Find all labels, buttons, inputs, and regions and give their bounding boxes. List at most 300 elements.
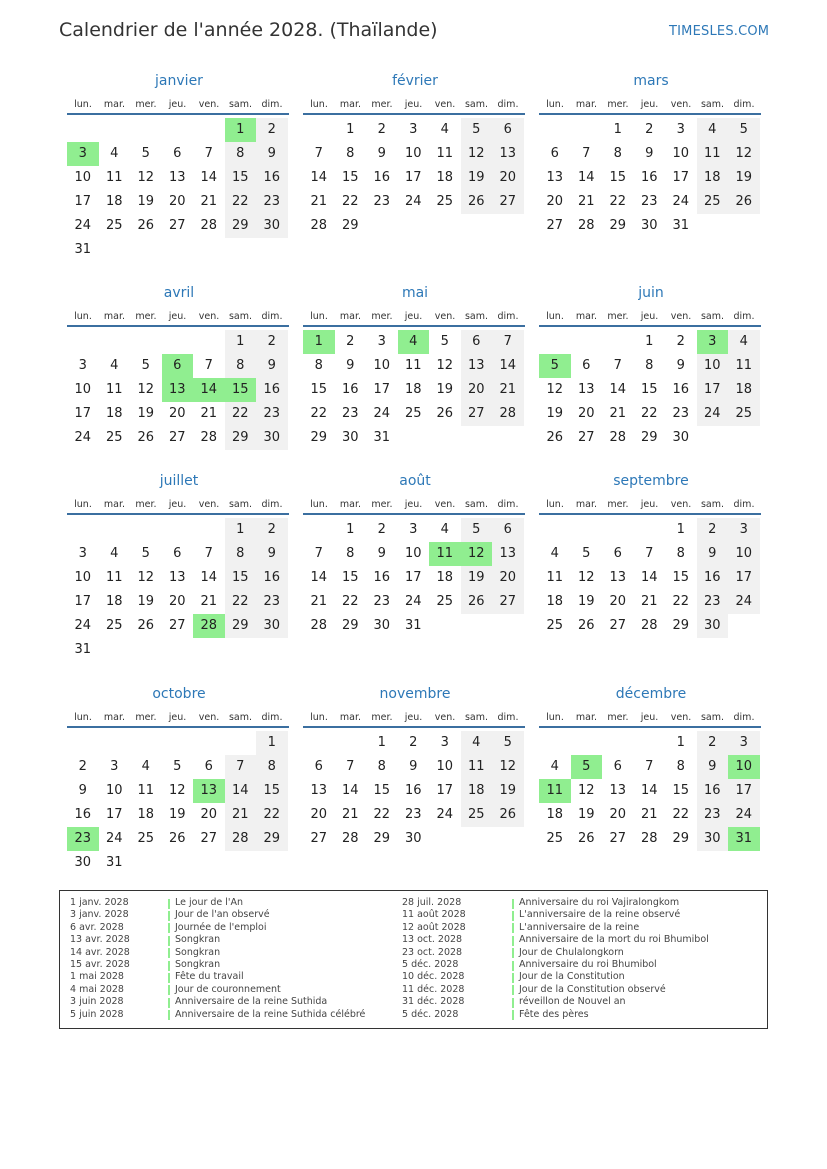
holiday-marker bbox=[512, 973, 514, 983]
holiday-date: 5 juin 2028 bbox=[70, 1008, 124, 1020]
day-cell: 29 bbox=[310, 430, 328, 445]
day-cell: 28 bbox=[341, 831, 359, 846]
day-cell: 9 bbox=[377, 546, 386, 561]
day-cell: 15 bbox=[609, 170, 627, 185]
day-cell: 25 bbox=[137, 831, 155, 846]
day-cell: 10 bbox=[728, 542, 760, 566]
day-cell: 25 bbox=[105, 430, 123, 445]
day-cell: 24 bbox=[74, 430, 92, 445]
day-cell: 16 bbox=[697, 779, 729, 803]
day-cell: 19 bbox=[436, 382, 454, 397]
day-cell: 25 bbox=[436, 594, 454, 609]
weekday-label: sam. bbox=[700, 311, 725, 322]
day-cell: 18 bbox=[546, 594, 564, 609]
day-cell: 8 bbox=[676, 546, 685, 561]
day-cell: 26 bbox=[168, 831, 186, 846]
day-cell: 3 bbox=[728, 731, 760, 755]
site-link[interactable]: TIMESLES.COM bbox=[669, 24, 770, 39]
day-cell: 24 bbox=[404, 194, 422, 209]
day-cell: 18 bbox=[105, 194, 123, 209]
day-cell: 3 bbox=[440, 735, 449, 750]
day-cell: 21 bbox=[492, 378, 524, 402]
day-cell: 30 bbox=[373, 618, 391, 633]
day-cell: 8 bbox=[377, 759, 386, 774]
day-cell: 24 bbox=[105, 831, 123, 846]
holiday-date: 28 juil. 2028 bbox=[402, 897, 462, 908]
month-divider bbox=[67, 325, 289, 327]
day-cell: 22 bbox=[672, 807, 690, 822]
weekday-label: mar. bbox=[575, 712, 598, 723]
weekday-label: mar. bbox=[103, 499, 126, 510]
month-name: juillet bbox=[159, 473, 199, 489]
day-cell: 17 bbox=[672, 170, 690, 185]
day-cell: 11 bbox=[697, 142, 729, 166]
day-cell: 3 bbox=[728, 518, 760, 542]
holiday-marker bbox=[512, 1010, 514, 1020]
day-cell: 10 bbox=[672, 146, 690, 161]
day-cell: 26 bbox=[436, 406, 454, 421]
day-cell: 4 bbox=[110, 358, 119, 373]
holiday-day: 6 bbox=[162, 354, 194, 378]
day-cell: 5 bbox=[461, 518, 493, 542]
day-cell: 20 bbox=[492, 566, 524, 590]
day-cell: 5 bbox=[440, 334, 449, 349]
day-cell: 27 bbox=[609, 831, 627, 846]
day-cell: 13 bbox=[492, 542, 524, 566]
day-cell: 5 bbox=[141, 358, 150, 373]
day-cell: 30 bbox=[404, 831, 422, 846]
day-cell: 18 bbox=[436, 170, 454, 185]
holiday-name: Songkran bbox=[175, 934, 221, 946]
day-cell: 16 bbox=[256, 566, 288, 590]
day-cell: 1 bbox=[676, 735, 685, 750]
day-cell: 12 bbox=[577, 783, 595, 798]
day-cell: 22 bbox=[341, 594, 359, 609]
day-cell: 18 bbox=[728, 378, 760, 402]
weekday-label: lun. bbox=[74, 99, 92, 110]
day-cell: 21 bbox=[640, 807, 658, 822]
day-cell: 9 bbox=[346, 358, 355, 373]
weekday-label: lun. bbox=[310, 311, 328, 322]
day-cell: 23 bbox=[697, 803, 729, 827]
month-divider bbox=[539, 325, 761, 327]
day-cell: 17 bbox=[74, 406, 92, 421]
day-cell: 15 bbox=[225, 166, 257, 190]
day-cell: 7 bbox=[225, 755, 257, 779]
holiday-name: Anniversaire du roi Vajiralongkom bbox=[519, 897, 680, 908]
day-cell: 12 bbox=[577, 570, 595, 585]
day-cell: 21 bbox=[609, 406, 627, 421]
day-cell: 9 bbox=[409, 759, 418, 774]
day-cell: 10 bbox=[74, 170, 92, 185]
day-cell: 26 bbox=[137, 618, 155, 633]
day-cell: 23 bbox=[373, 594, 391, 609]
day-cell: 1 bbox=[613, 122, 622, 137]
day-cell: 20 bbox=[310, 807, 328, 822]
day-cell: 5 bbox=[173, 759, 182, 774]
day-cell: 17 bbox=[697, 378, 729, 402]
day-cell: 6 bbox=[492, 518, 524, 542]
day-cell: 19 bbox=[461, 566, 493, 590]
day-cell: 17 bbox=[728, 566, 760, 590]
day-cell: 30 bbox=[74, 855, 92, 870]
day-cell: 28 bbox=[492, 402, 524, 426]
weekday-label: mar. bbox=[575, 311, 598, 322]
day-cell: 8 bbox=[225, 142, 257, 166]
day-cell: 11 bbox=[461, 755, 493, 779]
day-cell: 14 bbox=[341, 783, 359, 798]
day-cell: 23 bbox=[672, 406, 690, 421]
weekday-label: sam. bbox=[464, 311, 489, 322]
day-cell: 26 bbox=[492, 803, 524, 827]
holiday-name: Le jour de l'An bbox=[175, 897, 244, 908]
day-cell: 2 bbox=[676, 334, 685, 349]
day-cell: 12 bbox=[137, 170, 155, 185]
day-cell: 3 bbox=[377, 334, 386, 349]
holiday-name: Jour de Chulalongkorn bbox=[519, 946, 624, 958]
holiday-name: Anniversaire de la mort du roi Bhumibol bbox=[519, 934, 709, 946]
month-name: novembre bbox=[379, 686, 451, 702]
day-cell: 22 bbox=[609, 194, 627, 209]
holiday-day: 15 bbox=[225, 378, 257, 402]
month-name: octobre bbox=[152, 686, 206, 702]
day-cell: 28 bbox=[640, 831, 658, 846]
holiday-name: réveillon de Nouvel an bbox=[519, 996, 626, 1008]
day-cell: 18 bbox=[546, 807, 564, 822]
day-cell: 21 bbox=[310, 194, 328, 209]
weekday-label: mar. bbox=[103, 712, 126, 723]
holiday-day: 11 bbox=[429, 542, 461, 566]
day-cell: 8 bbox=[613, 146, 622, 161]
day-cell: 17 bbox=[404, 570, 422, 585]
day-cell: 26 bbox=[137, 430, 155, 445]
weekday-label: dim. bbox=[261, 311, 283, 322]
day-cell: 2 bbox=[256, 518, 288, 542]
day-cell: 21 bbox=[200, 194, 218, 209]
weekday-label: lun. bbox=[546, 712, 564, 723]
day-cell: 20 bbox=[492, 166, 524, 190]
day-cell: 12 bbox=[436, 358, 454, 373]
weekday-label: mar. bbox=[103, 311, 126, 322]
day-cell: 31 bbox=[404, 618, 422, 633]
day-cell: 20 bbox=[168, 594, 186, 609]
day-cell: 18 bbox=[697, 166, 729, 190]
day-cell: 20 bbox=[546, 194, 564, 209]
day-cell: 19 bbox=[492, 779, 524, 803]
holiday-day: 28 bbox=[193, 614, 225, 638]
day-cell: 25 bbox=[436, 194, 454, 209]
day-cell: 23 bbox=[256, 402, 288, 426]
day-cell: 4 bbox=[728, 330, 760, 354]
holiday-name: Jour de couronnement bbox=[175, 983, 281, 995]
month-name: août bbox=[399, 473, 431, 489]
month-name: février bbox=[392, 73, 438, 89]
day-cell: 10 bbox=[404, 546, 422, 561]
day-cell: 27 bbox=[577, 430, 595, 445]
day-cell: 17 bbox=[74, 194, 92, 209]
day-cell: 20 bbox=[609, 807, 627, 822]
day-cell: 29 bbox=[256, 827, 288, 851]
day-cell: 25 bbox=[546, 618, 564, 633]
month-divider bbox=[303, 726, 525, 728]
day-cell: 22 bbox=[341, 194, 359, 209]
holiday-day: 1 bbox=[303, 330, 335, 354]
day-cell: 4 bbox=[141, 759, 150, 774]
day-cell: 14 bbox=[310, 570, 328, 585]
day-cell: 28 bbox=[577, 218, 595, 233]
day-cell: 20 bbox=[609, 594, 627, 609]
weekday-label: dim. bbox=[733, 499, 755, 510]
day-cell: 24 bbox=[672, 194, 690, 209]
weekday-label: ven. bbox=[670, 99, 692, 110]
day-cell: 6 bbox=[461, 330, 493, 354]
holiday-marker bbox=[168, 961, 170, 971]
day-cell: 28 bbox=[200, 430, 218, 445]
day-cell: 27 bbox=[168, 430, 186, 445]
month-divider bbox=[303, 113, 525, 115]
holiday-date: 14 avr. 2028 bbox=[70, 946, 130, 958]
weekday-label: ven. bbox=[198, 499, 220, 510]
day-cell: 5 bbox=[492, 731, 524, 755]
day-cell: 14 bbox=[609, 382, 627, 397]
day-cell: 9 bbox=[645, 146, 654, 161]
day-cell: 9 bbox=[256, 354, 288, 378]
day-cell: 26 bbox=[728, 190, 760, 214]
holiday-name: Jour de la Constitution bbox=[519, 971, 625, 983]
holiday-day: 4 bbox=[398, 330, 430, 354]
day-cell: 22 bbox=[310, 406, 328, 421]
day-cell: 27 bbox=[546, 218, 564, 233]
day-cell: 28 bbox=[609, 430, 627, 445]
day-cell: 23 bbox=[256, 590, 288, 614]
day-cell: 6 bbox=[613, 546, 622, 561]
weekday-label: mar. bbox=[339, 311, 362, 322]
day-cell: 30 bbox=[640, 218, 658, 233]
day-cell: 12 bbox=[461, 142, 493, 166]
day-cell: 17 bbox=[74, 594, 92, 609]
day-cell: 26 bbox=[577, 618, 595, 633]
weekday-label: sam. bbox=[700, 712, 725, 723]
holiday-day: 31 bbox=[728, 827, 760, 851]
weekday-label: dim. bbox=[497, 712, 519, 723]
weekday-label: sam. bbox=[464, 99, 489, 110]
day-cell: 18 bbox=[404, 382, 422, 397]
day-cell: 9 bbox=[256, 142, 288, 166]
day-cell: 23 bbox=[373, 194, 391, 209]
day-cell: 4 bbox=[461, 731, 493, 755]
day-cell: 11 bbox=[137, 783, 155, 798]
day-cell: 7 bbox=[645, 546, 654, 561]
day-cell: 16 bbox=[341, 382, 359, 397]
day-cell: 22 bbox=[640, 406, 658, 421]
weekday-label: mer. bbox=[607, 311, 629, 322]
day-cell: 7 bbox=[645, 759, 654, 774]
day-cell: 24 bbox=[74, 618, 92, 633]
day-cell: 8 bbox=[314, 358, 323, 373]
day-cell: 22 bbox=[373, 807, 391, 822]
day-cell: 1 bbox=[346, 522, 355, 537]
day-cell: 21 bbox=[225, 803, 257, 827]
day-cell: 3 bbox=[110, 759, 119, 774]
day-cell: 27 bbox=[609, 618, 627, 633]
day-cell: 3 bbox=[409, 522, 418, 537]
month-name: avril bbox=[163, 285, 195, 301]
day-cell: 9 bbox=[676, 358, 685, 373]
day-cell: 30 bbox=[256, 614, 288, 638]
day-cell: 15 bbox=[672, 570, 690, 585]
day-cell: 29 bbox=[373, 831, 391, 846]
day-cell: 2 bbox=[78, 759, 87, 774]
day-cell: 14 bbox=[640, 570, 658, 585]
weekday-label: mer. bbox=[371, 499, 393, 510]
weekday-label: sam. bbox=[228, 99, 253, 110]
holiday-name: Anniversaire de la reine Suthida bbox=[175, 996, 328, 1008]
day-cell: 7 bbox=[204, 358, 213, 373]
day-cell: 28 bbox=[310, 218, 328, 233]
day-cell: 27 bbox=[200, 831, 218, 846]
day-cell: 13 bbox=[168, 170, 186, 185]
weekday-label: jeu. bbox=[640, 99, 659, 110]
weekday-label: mer. bbox=[607, 712, 629, 723]
weekday-label: jeu. bbox=[404, 311, 423, 322]
day-cell: 29 bbox=[341, 218, 359, 233]
day-cell: 29 bbox=[225, 614, 257, 638]
day-cell: 15 bbox=[373, 783, 391, 798]
weekday-label: dim. bbox=[497, 311, 519, 322]
holiday-date: 13 oct. 2028 bbox=[402, 934, 463, 946]
day-cell: 8 bbox=[346, 146, 355, 161]
weekday-label: ven. bbox=[434, 499, 456, 510]
weekday-label: ven. bbox=[198, 311, 220, 322]
day-cell: 6 bbox=[492, 118, 524, 142]
day-cell: 23 bbox=[256, 190, 288, 214]
holiday-day: 23 bbox=[67, 827, 99, 851]
month-divider bbox=[67, 113, 289, 115]
day-cell: 21 bbox=[200, 594, 218, 609]
day-cell: 22 bbox=[225, 190, 257, 214]
day-cell: 24 bbox=[74, 218, 92, 233]
day-cell: 30 bbox=[256, 214, 288, 238]
day-cell: 31 bbox=[672, 218, 690, 233]
day-cell: 20 bbox=[168, 406, 186, 421]
day-cell: 15 bbox=[341, 570, 359, 585]
holiday-name: Journée de l'emploi bbox=[175, 921, 267, 933]
day-cell: 23 bbox=[697, 590, 729, 614]
day-cell: 9 bbox=[697, 542, 729, 566]
holiday-marker bbox=[168, 936, 170, 946]
holiday-name: Jour de la Constitution observé bbox=[519, 983, 666, 995]
day-cell: 27 bbox=[461, 402, 493, 426]
day-cell: 13 bbox=[310, 783, 328, 798]
weekday-label: mar. bbox=[103, 99, 126, 110]
holiday-date: 4 mai 2028 bbox=[70, 983, 124, 995]
holiday-date: 1 mai 2028 bbox=[70, 971, 124, 983]
holiday-date: 5 déc. 2028 bbox=[402, 1008, 459, 1020]
day-cell: 4 bbox=[110, 146, 119, 161]
holiday-marker bbox=[168, 899, 170, 909]
day-cell: 1 bbox=[645, 334, 654, 349]
day-cell: 25 bbox=[461, 803, 493, 827]
day-cell: 1 bbox=[256, 731, 288, 755]
holiday-name: Songkran bbox=[175, 959, 221, 970]
weekday-label: ven. bbox=[434, 311, 456, 322]
weekday-label: sam. bbox=[700, 99, 725, 110]
day-cell: 16 bbox=[672, 382, 690, 397]
holiday-marker bbox=[512, 961, 514, 971]
day-cell: 13 bbox=[168, 570, 186, 585]
day-cell: 5 bbox=[728, 118, 760, 142]
weekday-label: lun. bbox=[546, 499, 564, 510]
weekday-label: ven. bbox=[198, 712, 220, 723]
holiday-date: 23 oct. 2028 bbox=[402, 946, 463, 958]
holiday-day: 5 bbox=[571, 755, 603, 779]
weekday-label: lun. bbox=[74, 712, 92, 723]
holiday-date: 13 avr. 2028 bbox=[70, 934, 130, 946]
day-cell: 6 bbox=[173, 146, 182, 161]
weekday-label: mer. bbox=[371, 311, 393, 322]
day-cell: 1 bbox=[225, 330, 257, 354]
day-cell: 11 bbox=[436, 146, 454, 161]
day-cell: 10 bbox=[105, 783, 123, 798]
day-cell: 28 bbox=[225, 827, 257, 851]
day-cell: 1 bbox=[676, 522, 685, 537]
weekday-label: dim. bbox=[497, 99, 519, 110]
day-cell: 20 bbox=[461, 378, 493, 402]
holiday-day: 13 bbox=[162, 378, 194, 402]
day-cell: 2 bbox=[645, 122, 654, 137]
day-cell: 29 bbox=[640, 430, 658, 445]
weekday-label: lun. bbox=[310, 499, 328, 510]
day-cell: 22 bbox=[225, 590, 257, 614]
day-cell: 13 bbox=[492, 142, 524, 166]
weekday-label: sam. bbox=[464, 712, 489, 723]
day-cell: 21 bbox=[577, 194, 595, 209]
month-divider bbox=[67, 726, 289, 728]
weekday-label: jeu. bbox=[168, 712, 187, 723]
weekday-label: mer. bbox=[135, 311, 157, 322]
day-cell: 11 bbox=[546, 570, 564, 585]
weekday-label: sam. bbox=[464, 499, 489, 510]
day-cell: 12 bbox=[137, 570, 155, 585]
weekday-label: jeu. bbox=[404, 99, 423, 110]
day-cell: 19 bbox=[728, 166, 760, 190]
day-cell: 27 bbox=[168, 618, 186, 633]
day-cell: 8 bbox=[346, 546, 355, 561]
day-cell: 26 bbox=[461, 590, 493, 614]
day-cell: 5 bbox=[141, 546, 150, 561]
weekday-label: mer. bbox=[371, 99, 393, 110]
day-cell: 2 bbox=[346, 334, 355, 349]
day-cell: 23 bbox=[341, 406, 359, 421]
holiday-marker bbox=[512, 911, 514, 921]
day-cell: 14 bbox=[310, 170, 328, 185]
day-cell: 8 bbox=[645, 358, 654, 373]
holiday-marker bbox=[512, 998, 514, 1008]
day-cell: 16 bbox=[697, 566, 729, 590]
holiday-name: Jour de l'an observé bbox=[175, 909, 270, 921]
day-cell: 13 bbox=[577, 382, 595, 397]
day-cell: 29 bbox=[672, 618, 690, 633]
holiday-name: L'anniversaire de la reine bbox=[519, 921, 640, 933]
day-cell: 5 bbox=[461, 118, 493, 142]
weekday-label: jeu. bbox=[168, 99, 187, 110]
day-cell: 30 bbox=[697, 614, 729, 638]
weekday-label: sam. bbox=[228, 712, 253, 723]
weekday-label: jeu. bbox=[404, 712, 423, 723]
day-cell: 29 bbox=[672, 831, 690, 846]
day-cell: 11 bbox=[728, 354, 760, 378]
month-divider bbox=[67, 513, 289, 515]
